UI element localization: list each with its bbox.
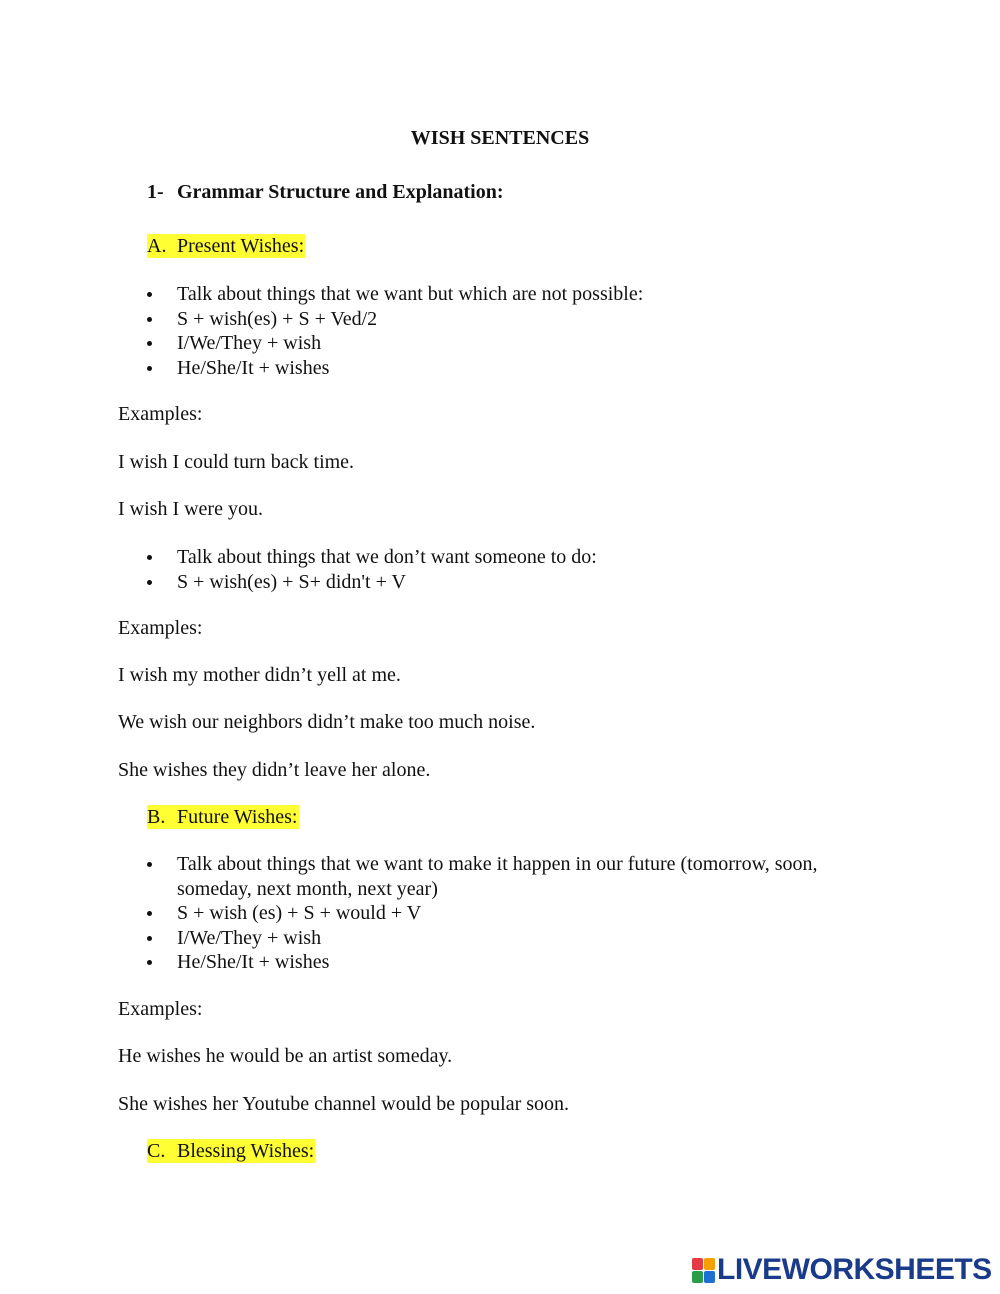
example-sentence: I wish I were you. xyxy=(118,498,263,520)
list-item: Talk about things that we want but which are not possible: xyxy=(147,282,887,307)
examples-label: Examples: xyxy=(118,998,203,1020)
example-sentence: She wishes they didn’t leave her alone. xyxy=(118,759,431,781)
list-item: S + wish(es) + S + Ved/2 xyxy=(147,307,887,332)
subsection-letter: A. xyxy=(147,234,177,258)
subsection-present-wishes xyxy=(147,234,305,258)
page-title: WISH SENTENCES xyxy=(410,127,590,149)
present-rules-list xyxy=(147,282,887,380)
logo-mark-icon xyxy=(692,1258,714,1282)
example-sentence: I wish I could turn back time. xyxy=(118,451,355,473)
example-sentence: He wishes he would be an artist someday. xyxy=(118,1045,453,1067)
list-item: S + wish(es) + S+ didn't + V xyxy=(147,570,887,595)
subsection-label: Present Wishes: xyxy=(177,235,305,257)
list-item: I/We/They + wish xyxy=(147,331,887,356)
example-sentence: She wishes her Youtube channel would be popular soon. xyxy=(118,1093,570,1115)
example-sentence: I wish my mother didn’t yell at me. xyxy=(118,664,401,686)
bullet-icon xyxy=(147,366,152,371)
list-item: Talk about things that we don’t want someone to do: xyxy=(147,545,887,570)
present-rules-list-2 xyxy=(147,545,887,594)
bullet-icon xyxy=(147,911,152,916)
list-item: He/She/It + wishes xyxy=(147,356,887,381)
logo-text: LIVEWORKSHEETS xyxy=(717,1253,992,1286)
subsection-blessing-wishes xyxy=(147,1139,315,1163)
future-rules-list xyxy=(147,852,867,975)
list-item: He/She/It + wishes xyxy=(147,950,867,975)
bullet-icon xyxy=(147,341,152,346)
subsection-label: Future Wishes: xyxy=(177,806,298,828)
bullet-icon xyxy=(147,960,152,965)
bullet-icon xyxy=(147,317,152,322)
examples-label: Examples: xyxy=(118,403,203,425)
example-sentence: We wish our neighbors didn’t make too much noise. xyxy=(118,711,536,733)
bullet-icon xyxy=(147,936,152,941)
bullet-icon xyxy=(147,580,152,585)
bullet-icon xyxy=(147,292,152,297)
list-item: I/We/They + wish xyxy=(147,926,867,951)
section-heading xyxy=(147,180,504,204)
bullet-icon xyxy=(147,555,152,560)
heading-number: 1- xyxy=(147,181,164,203)
bullet-icon xyxy=(147,862,152,867)
list-item: Talk about things that we want to make it happen in our future (tomorrow, soon, someday, next month, next year) xyxy=(147,852,867,901)
heading-text: Grammar Structure and Explanation: xyxy=(177,181,504,203)
liveworksheets-logo xyxy=(692,1253,992,1286)
examples-label: Examples: xyxy=(118,617,203,639)
subsection-letter: C. xyxy=(147,1139,177,1163)
list-item: S + wish (es) + S + would + V xyxy=(147,901,867,926)
subsection-future-wishes xyxy=(147,805,299,829)
subsection-label: Blessing Wishes: xyxy=(177,1140,315,1162)
subsection-letter: B. xyxy=(147,805,177,829)
